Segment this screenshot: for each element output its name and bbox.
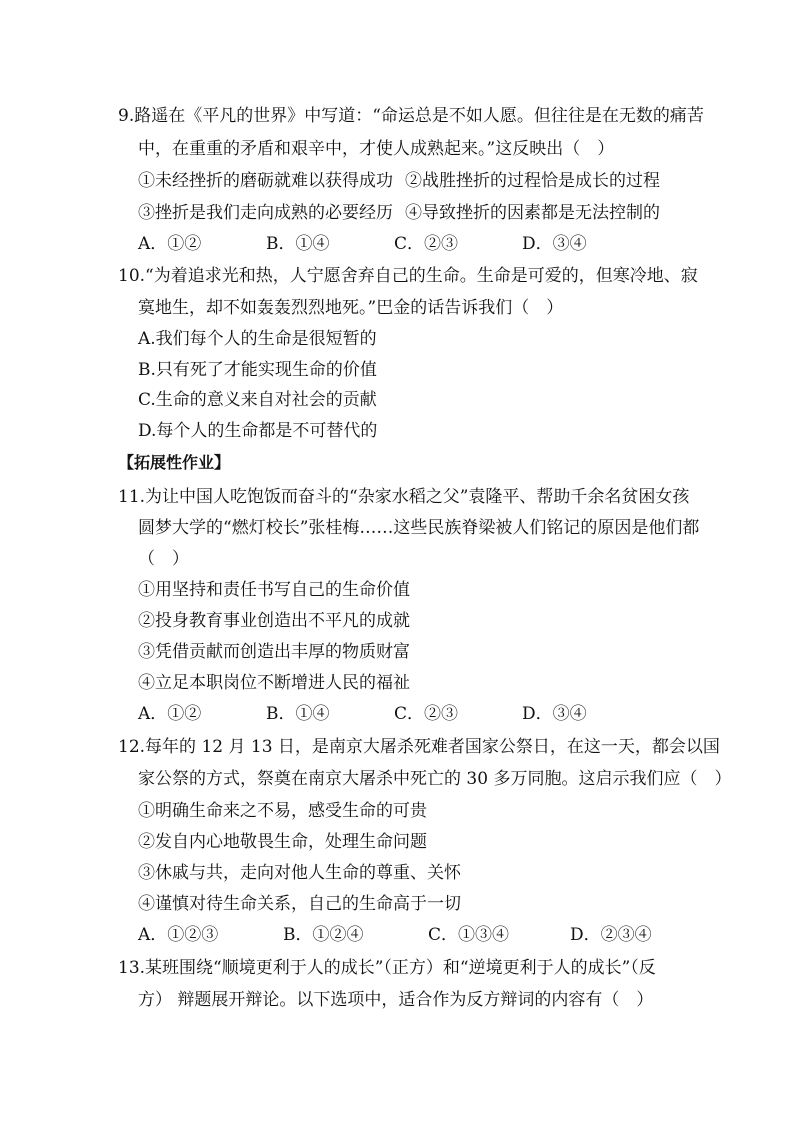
question-12-line-1: 12.每年的 12 月 13 日，是南京大屠杀死难者国家公祭日，在这一天，都会以国 xyxy=(118,737,720,757)
question-9-statements-row-2 xyxy=(138,198,660,223)
question-11-statement-2: ②投身教育事业创造出不平凡的成就 xyxy=(138,611,410,631)
question-11-option-d[interactable]: D．③④ xyxy=(522,704,587,724)
question-12-statement-4: ④谨慎对待生命关系，自己的生命高于一切 xyxy=(138,894,461,914)
question-10-option-c[interactable]: C.生命的意义来自对社会的贡献 xyxy=(138,390,377,410)
question-12-option-c[interactable]: C．①③④ xyxy=(428,925,510,945)
question-11-line-1: 11.为让中国人吃饱饭而奋斗的“杂家水稻之父”袁隆平、帮助千余名贫困女孩 xyxy=(118,487,690,507)
question-11-option-b[interactable]: B．①④ xyxy=(266,704,330,724)
question-10-line-1: 10.“为着追求光和热，人宁愿舍弃自己的生命。生命是可爱的，但寒冷地、寂 xyxy=(118,266,698,286)
question-11-option-c[interactable]: C．②③ xyxy=(394,704,459,724)
question-11-option-a[interactable]: A．①② xyxy=(138,704,202,724)
question-12-statement-3: ③休戚与共，走向对他人生命的尊重、关怀 xyxy=(138,863,461,883)
question-12-options xyxy=(138,920,698,944)
question-10-option-d[interactable]: D.每个人的生命都是不可替代的 xyxy=(138,421,378,441)
question-12-option-d[interactable]: D．②③④ xyxy=(570,925,652,945)
question-10-option-b[interactable]: B.只有死了才能实现生命的价值 xyxy=(138,360,377,380)
question-9-statement-3: ③挫折是我们走向成熟的必要经历 xyxy=(138,203,393,223)
question-9-options xyxy=(138,229,698,253)
question-11-statement-3: ③凭借贡献而创造出丰厚的物质财富 xyxy=(138,642,410,662)
question-13-line-2: 方） 辩题展开辩论。以下选项中，适合作为反方辩词的内容有（ ） xyxy=(138,990,654,1010)
question-9-line-1: 9.路遥在《平凡的世界》中写道：“命运总是不如人愿。但往往是在无数的痛苦 xyxy=(118,106,704,126)
question-11-statement-4: ④立足本职岗位不断增进人民的福祉 xyxy=(138,673,410,693)
question-11-line-2: 圆梦大学的“燃灯校长”张桂梅……这些民族脊梁被人们铭记的原因是他们都 xyxy=(138,518,700,538)
question-9-option-c[interactable]: C．②③ xyxy=(394,234,459,254)
question-12-statement-2: ②发自内心地敬畏生命，处理生命问题 xyxy=(138,832,427,852)
question-9-option-d[interactable]: D．③④ xyxy=(522,234,587,254)
question-11-statement-1: ①用坚持和责任书写自己的生命价值 xyxy=(138,580,410,600)
question-9-statement-4: ④导致挫折的因素都是无法控制的 xyxy=(405,203,660,223)
section-heading: 【拓展性作业】 xyxy=(118,453,231,472)
question-9-statements-row-1 xyxy=(138,166,660,191)
question-12-option-a[interactable]: A．①②③ xyxy=(138,925,219,945)
question-10-option-a[interactable]: A.我们每个人的生命是很短暂的 xyxy=(138,329,377,349)
question-12-line-2: 家公祭的方式，祭奠在南京大屠杀中死亡的 30 多万同胞。这启示我们应（ ） xyxy=(138,769,732,789)
question-11-options xyxy=(138,699,698,723)
question-9-line-2: 中，在重重的矛盾和艰辛中，才使人成熟起来。”这反映出（ ） xyxy=(138,139,615,159)
question-13-line-1: 13.某班围绕“顺境更利于人的成长”（正方）和“逆境更利于人的成长”（反 xyxy=(118,958,656,978)
question-11-line-3: （ ） xyxy=(138,549,189,569)
question-9-statement-1: ①未经挫折的磨砺就难以获得成功 xyxy=(138,171,393,191)
question-10-line-2: 寞地生，却不如轰轰烈烈地死。”巴金的话告诉我们（ ） xyxy=(138,298,564,318)
question-9-statement-2: ②战胜挫折的过程恰是成长的过程 xyxy=(405,171,660,191)
question-9-option-a[interactable]: A．①② xyxy=(138,234,202,254)
question-12-option-b[interactable]: B．①②④ xyxy=(283,925,364,945)
question-12-statement-1: ①明确生命来之不易，感受生命的可贵 xyxy=(138,801,427,821)
question-9-option-b[interactable]: B．①④ xyxy=(266,234,330,254)
